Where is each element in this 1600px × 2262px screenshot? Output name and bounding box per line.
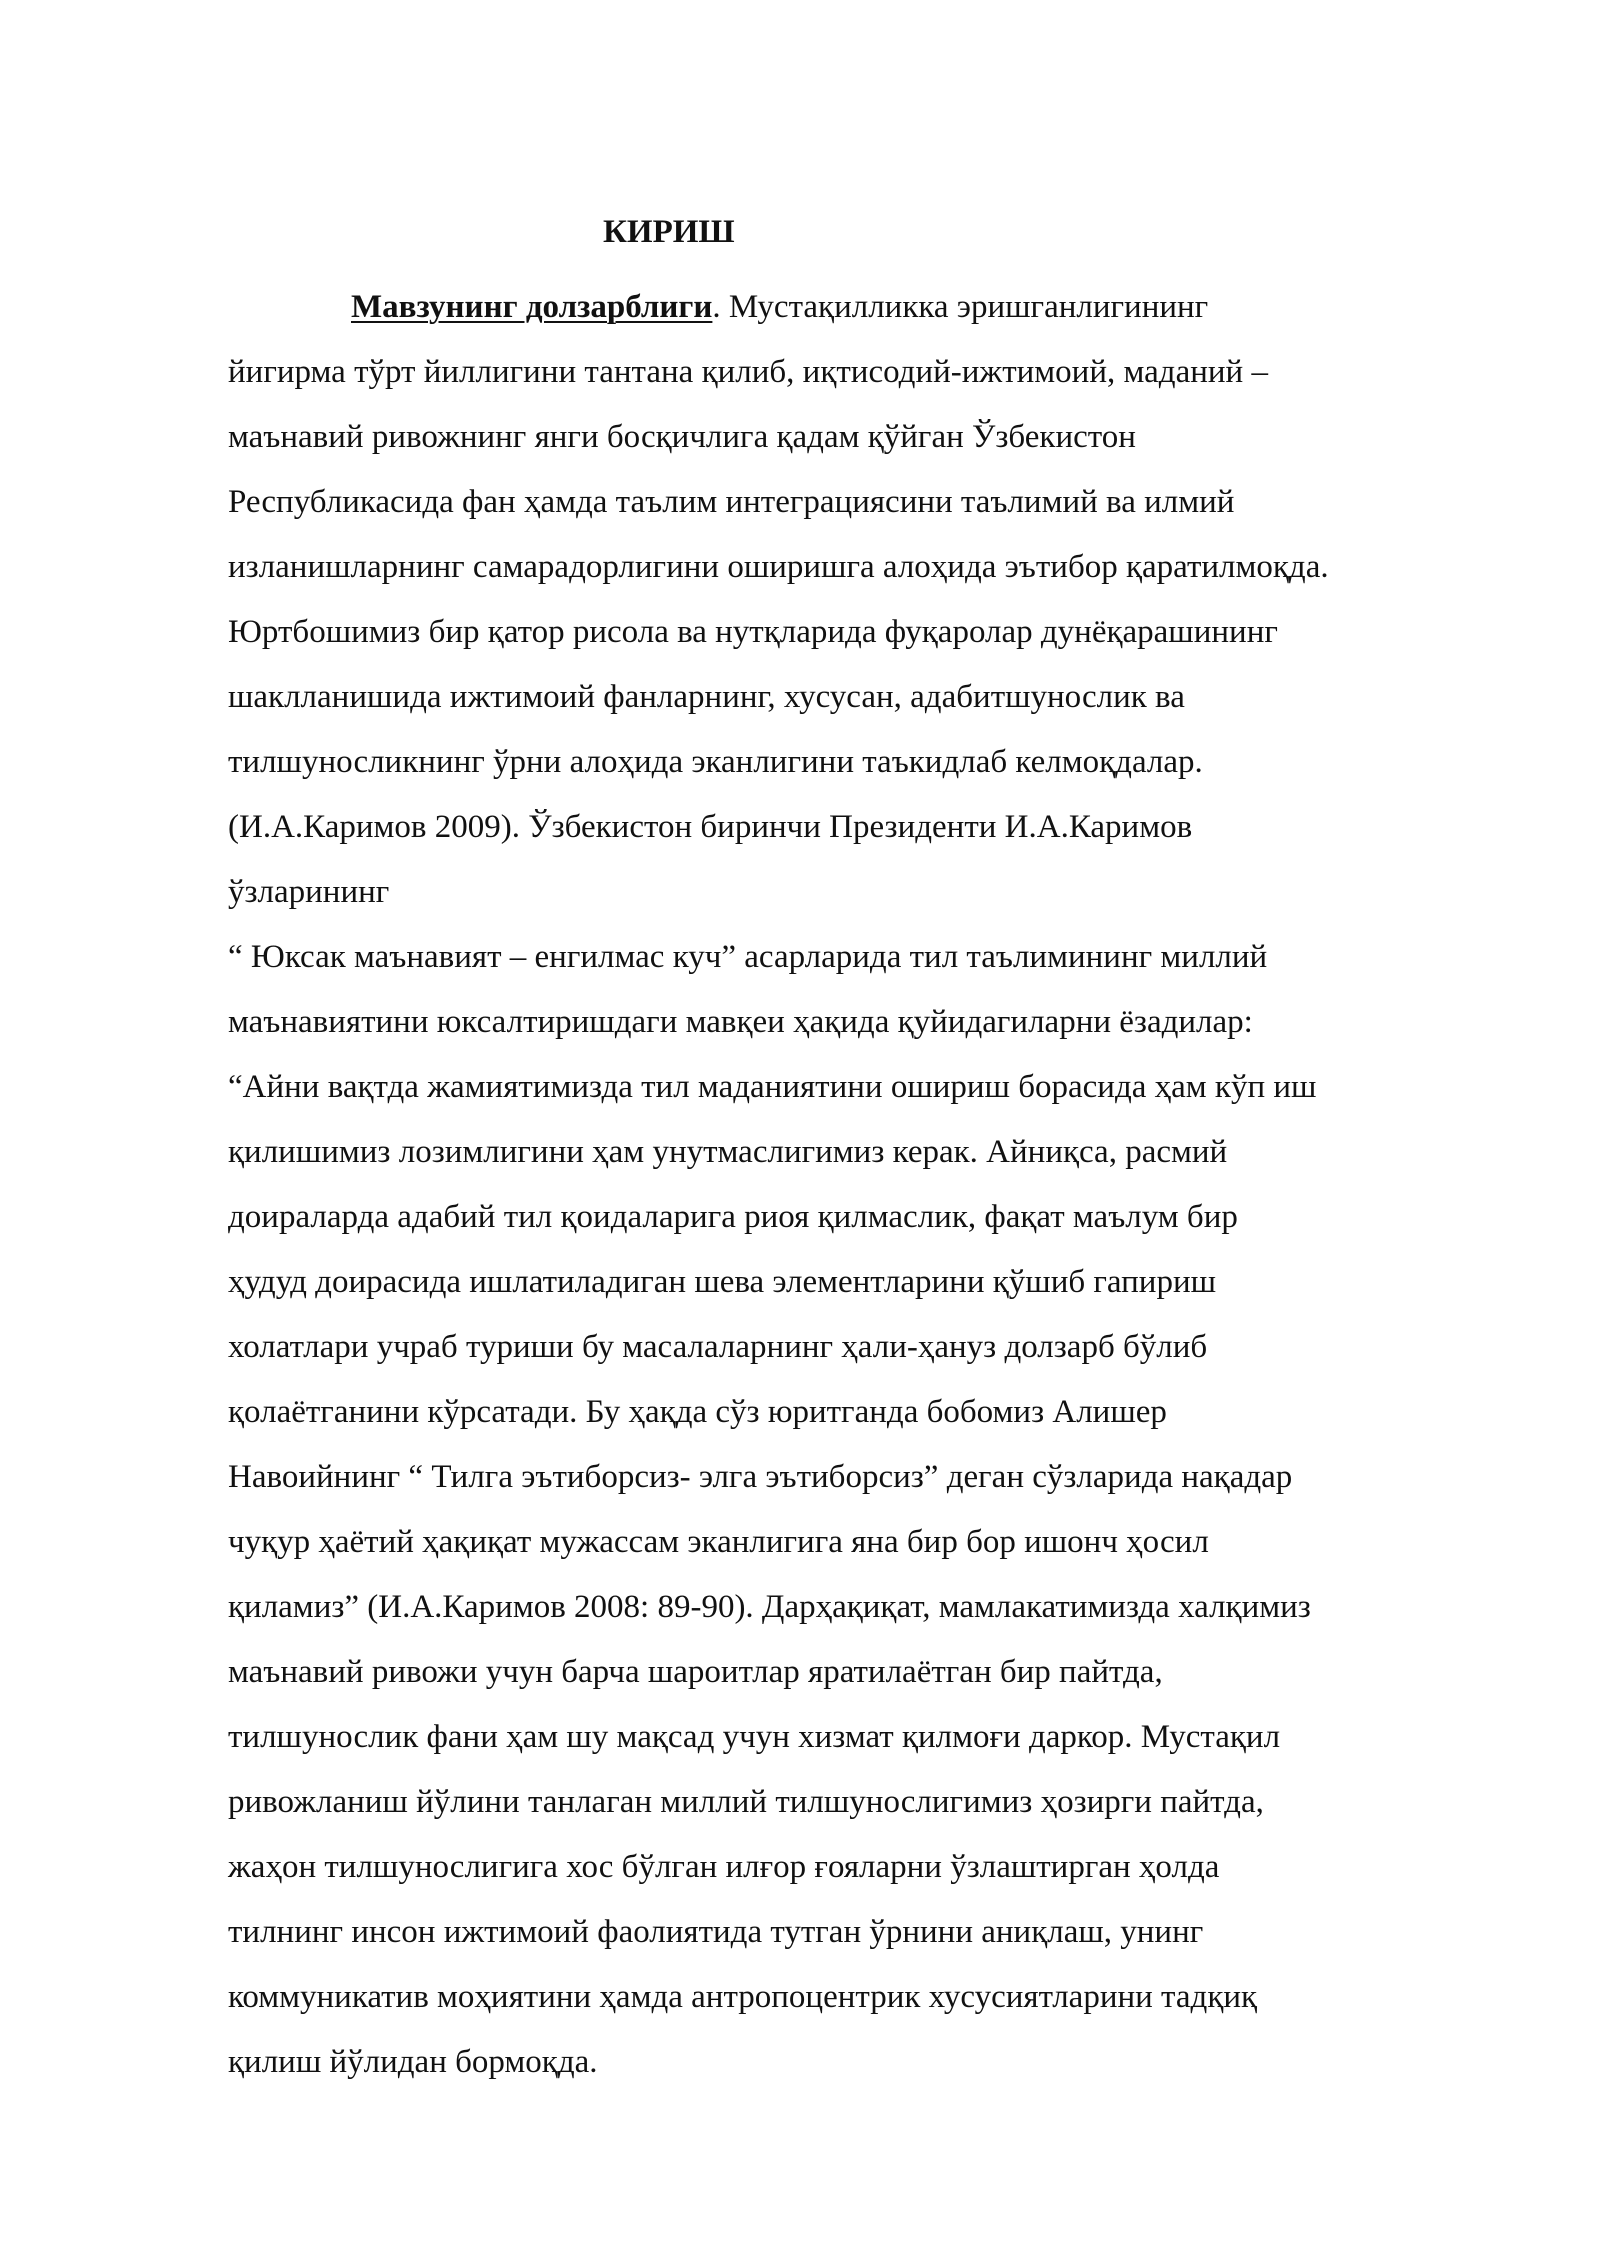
text-line: маънавий ривожнинг янги босқичлига қадам қўйган Ўзбекистон	[228, 419, 1136, 455]
text-line: қиламиз” (И.А.Каримов 2008: 89-90). Дарҳақиқат, мамлакатимизда халқимиз	[228, 1589, 1311, 1625]
text-line: холатлари учраб туриши бу масалаларнинг ҳали-ҳануз долзарб бўлиб	[228, 1329, 1208, 1365]
text-line: ўзларининг	[228, 874, 390, 910]
body-paragraph	[228, 275, 1558, 2095]
topic-label: Мавзунинг долзарблиги	[351, 289, 713, 325]
text-line: чуқур ҳаётий ҳақиқат мужассам эканлигига яна бир бор ишонч ҳосил	[228, 1524, 1209, 1560]
text-line: тилшуносликнинг ўрни алоҳида эканлигини таъкидлаб келмоқдалар.	[228, 744, 1203, 780]
topic-suffix: . Мустақилликка эришганлигининг	[712, 289, 1209, 325]
text-line: (И.А.Каримов 2009). Ўзбекистон биринчи Президенти И.А.Каримов	[228, 809, 1193, 845]
text-line: тилнинг инсон ижтимоий фаолиятида тутган ўрнини аниқлаш, унинг	[228, 1914, 1204, 1950]
text-line: қолаётганини кўрсатади. Бу ҳақда сўз юритганда бобомиз Алишер	[228, 1394, 1167, 1430]
text-line: шаклланишида ижтимоий фанларнинг, хусусан, адабитшунослик ва	[228, 679, 1185, 715]
text-line: Навоийнинг “ Тилга эътиборсиз- элга эътиборсиз” деган сўзларида нақадар	[228, 1459, 1293, 1495]
text-line: Республикасида фан ҳамда таълим интеграциясини таълимий ва илмий	[228, 484, 1235, 520]
first-line	[228, 275, 1558, 340]
text-line: “Айни вақтда жамиятимизда тил маданиятини ошириш борасида ҳам кўп иш	[228, 1069, 1317, 1105]
text-line: ҳудуд доирасида ишлатиладиган шева элементларини қўшиб гапириш	[228, 1264, 1217, 1300]
text-line: жаҳон тилшунослигига хос бўлган илғор ғояларни ўзлаштирган ҳолда	[228, 1849, 1220, 1885]
text-line: қилишимиз лозимлигини ҳам унутмаслигимиз керак. Айниқса, расмий	[228, 1134, 1228, 1170]
text-line: тилшунослик фани ҳам шу мақсад учун хизмат қилмоғи даркор. Мустақил	[228, 1719, 1281, 1755]
text-line: қилиш йўлидан бормоқда.	[228, 2044, 598, 2080]
text-line: изланишларнинг самарадорлигини оширишга алоҳида эътибор қаратилмоқда.	[228, 549, 1329, 585]
text-line: маънавий ривожи учун барча шароитлар яратилаётган бир пайтда,	[228, 1654, 1163, 1690]
text-line: маънавиятини юксалтиришдаги мавқеи ҳақида қуйидагиларни ёзадилар:	[228, 1004, 1253, 1040]
text-line: Юртбошимиз бир қатор рисола ва нутқларида фуқаролар дунёқарашининг	[228, 614, 1278, 650]
text-line: “ Юксак маънавият – енгилмас куч” асарларида тил таълимининг миллий	[228, 939, 1268, 975]
text-line: коммуникатив моҳиятини ҳамда антропоцентрик хусусиятларини тадқиқ	[228, 1979, 1258, 2015]
text-line: ривожланиш йўлини танлаган миллий тилшунослигимиз ҳозирги пайтда,	[228, 1784, 1264, 1820]
text-line: доираларда адабий тил қоидаларига риоя қилмаслик, фақат маълум бир	[228, 1199, 1238, 1235]
section-heading: КИРИШ	[603, 214, 735, 250]
text-line: йигирма тўрт йиллигини тантана қилиб, иқтисодий-ижтимоий, маданий –	[228, 354, 1268, 390]
